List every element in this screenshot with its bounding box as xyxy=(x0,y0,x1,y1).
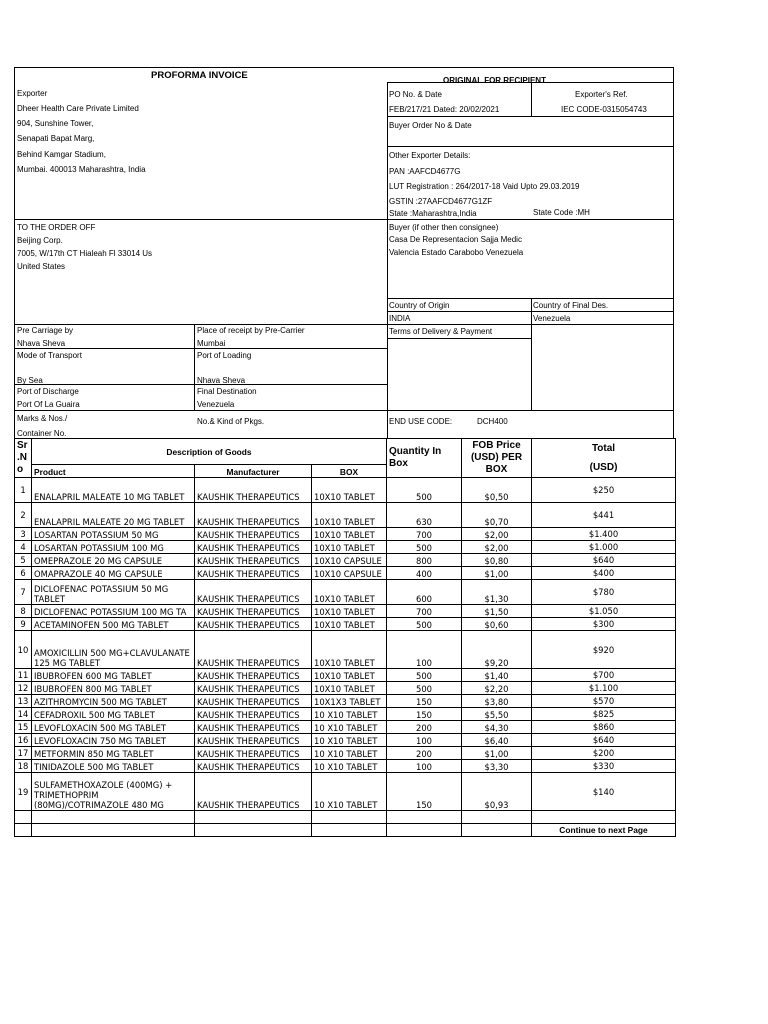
item-total: $1.050 xyxy=(532,605,676,618)
item-manufacturer: KAUSHIK THERAPEUTICS xyxy=(195,567,312,580)
exporters-ref-value: IEC CODE-0315054743 xyxy=(561,105,647,114)
item-product: SULFAMETHOXAZOLE (400MG) + TRIMETHOPRIM (80MG)/COTRIMAZOLE 480 MG xyxy=(32,773,195,811)
item-quantity: 150 xyxy=(387,773,462,811)
srno-header xyxy=(15,439,32,478)
item-total: $640 xyxy=(532,734,676,747)
buyer-order-label: Buyer Order No & Date xyxy=(389,121,472,130)
item-total: $1.100 xyxy=(532,682,676,695)
item-quantity: 100 xyxy=(387,734,462,747)
po-label: PO No. & Date xyxy=(389,90,442,99)
item-manufacturer: KAUSHIK THERAPEUTICS xyxy=(195,528,312,541)
item-fob-price: $3,80 xyxy=(462,695,532,708)
item-number: 1 xyxy=(15,478,32,503)
item-quantity: 600 xyxy=(387,580,462,605)
item-total: $1.400 xyxy=(532,528,676,541)
item-manufacturer: KAUSHIK THERAPEUTICS xyxy=(195,631,312,669)
blank-row xyxy=(15,811,676,824)
item-box: 10 X10 TABLET xyxy=(312,721,387,734)
pre-carriage-label: Pre Carriage by xyxy=(17,326,74,335)
item-quantity: 700 xyxy=(387,605,462,618)
item-fob-price: $1,00 xyxy=(462,747,532,760)
terms-label: Terms of Delivery & Payment xyxy=(389,327,493,336)
item-manufacturer: KAUSHIK THERAPEUTICS xyxy=(195,618,312,631)
final-destination-value: Venezuela xyxy=(197,400,235,409)
item-box: 10 X10 TABLET xyxy=(312,734,387,747)
buyer-line: Valencia Estado Carabobo Venezuela xyxy=(389,248,524,257)
item-fob-price: $0,60 xyxy=(462,618,532,631)
qty-header: Quantity In Box xyxy=(387,439,462,478)
table-row xyxy=(15,747,676,760)
consignee-line: 7005, W/17th CT Hialeah Fl 33014 Us xyxy=(17,249,153,258)
pre-carriage-value: Nhava Sheva xyxy=(17,339,66,348)
table-row xyxy=(15,721,676,734)
item-box: 10 X10 TABLET xyxy=(312,708,387,721)
item-number: 9 xyxy=(15,618,32,631)
item-box: 10 X10 TABLET xyxy=(312,747,387,760)
final-dest-country-label: Country of Final Des. xyxy=(533,301,609,310)
fob-header: FOB Price (USD) PER BOX xyxy=(462,439,532,478)
item-quantity: 500 xyxy=(387,682,462,695)
item-total: $441 xyxy=(532,503,676,528)
table-row xyxy=(15,669,676,682)
item-fob-price: $2,00 xyxy=(462,528,532,541)
port-loading-label: Port of Loading xyxy=(197,351,252,360)
lut-registration: LUT Registration : 264/2017-18 Vaid Upto 29.03.2019 xyxy=(389,182,580,191)
item-box: 10X1X3 TABLET xyxy=(312,695,387,708)
item-quantity: 500 xyxy=(387,669,462,682)
box-header: BOX xyxy=(312,465,387,478)
item-fob-price: $2,00 xyxy=(462,541,532,554)
table-row xyxy=(15,773,676,811)
item-fob-price: $1,40 xyxy=(462,669,532,682)
item-quantity: 500 xyxy=(387,618,462,631)
continue-row xyxy=(15,824,676,837)
item-quantity: 150 xyxy=(387,695,462,708)
item-quantity: 100 xyxy=(387,631,462,669)
item-fob-price: $0,50 xyxy=(462,478,532,503)
table-row xyxy=(15,695,676,708)
item-manufacturer: KAUSHIK THERAPEUTICS xyxy=(195,669,312,682)
item-total: $920 xyxy=(532,631,676,669)
item-product: DICLOFENAC POTASSIUM 100 MG TA xyxy=(32,605,195,618)
item-manufacturer: KAUSHIK THERAPEUTICS xyxy=(195,503,312,528)
marks-label: Marks & Nos./ xyxy=(17,414,68,423)
place-receipt-label: Place of receipt by Pre-Carrier xyxy=(197,326,305,335)
continue-note: Continue to next Page xyxy=(532,824,676,837)
item-manufacturer: KAUSHIK THERAPEUTICS xyxy=(195,721,312,734)
item-number: 7 xyxy=(15,580,32,605)
item-box: 10X10 CAPSULE xyxy=(312,567,387,580)
item-manufacturer: KAUSHIK THERAPEUTICS xyxy=(195,708,312,721)
item-product: LOSARTAN POTASSIUM 50 MG xyxy=(32,528,195,541)
exporter-line: Dheer Health Care Private Limited xyxy=(17,104,139,113)
consignee-line: Beijing Corp. xyxy=(17,236,63,245)
item-total: $570 xyxy=(532,695,676,708)
item-box: 10 X10 TABLET xyxy=(312,760,387,773)
item-quantity: 500 xyxy=(387,478,462,503)
item-total: $700 xyxy=(532,669,676,682)
item-fob-price: $3,30 xyxy=(462,760,532,773)
final-destination-label: Final Destination xyxy=(197,387,257,396)
mode-label: Mode of Transport xyxy=(17,351,82,360)
table-row xyxy=(15,708,676,721)
container-label: Container No. xyxy=(17,429,67,438)
total-header xyxy=(532,439,676,478)
manufacturer-header: Manufacturer xyxy=(195,465,312,478)
item-manufacturer: KAUSHIK THERAPEUTICS xyxy=(195,682,312,695)
state-code: State Code :MH xyxy=(533,208,590,217)
item-box: 10X10 TABLET xyxy=(312,478,387,503)
item-quantity: 630 xyxy=(387,503,462,528)
item-box: 10X10 TABLET xyxy=(312,580,387,605)
item-box: 10 X10 TABLET xyxy=(312,773,387,811)
item-product: LEVOFLOXACIN 500 MG TABLET xyxy=(32,721,195,734)
item-number: 4 xyxy=(15,541,32,554)
item-product: CEFADROXIL 500 MG TABLET xyxy=(32,708,195,721)
consignee-line: United States xyxy=(17,262,66,271)
item-product: IBUBROFEN 600 MG TABLET xyxy=(32,669,195,682)
item-number: 16 xyxy=(15,734,32,747)
item-quantity: 200 xyxy=(387,721,462,734)
item-box: 10X10 CAPSULE xyxy=(312,554,387,567)
table-row xyxy=(15,760,676,773)
exporter-line: Mumbai. 400013 Maharashtra, India xyxy=(17,165,146,174)
srno-header-text: Sr xyxy=(17,440,28,451)
item-number: 13 xyxy=(15,695,32,708)
table-row xyxy=(15,478,676,503)
item-number: 19 xyxy=(15,773,32,811)
pan-number: PAN :AAFCD4677G xyxy=(389,167,461,176)
item-manufacturer: KAUSHIK THERAPEUTICS xyxy=(195,580,312,605)
origin-value: INDIA xyxy=(389,314,411,323)
item-total: $640 xyxy=(532,554,676,567)
item-number: 5 xyxy=(15,554,32,567)
item-box: 10X10 TABLET xyxy=(312,631,387,669)
item-total: $140 xyxy=(532,773,676,811)
table-row xyxy=(15,528,676,541)
state-value: State :Maharashtra,India xyxy=(389,209,477,218)
item-box: 10X10 TABLET xyxy=(312,682,387,695)
item-number: 12 xyxy=(15,682,32,695)
table-row xyxy=(15,682,676,695)
exporter-label: Exporter xyxy=(17,89,48,98)
item-manufacturer: KAUSHIK THERAPEUTICS xyxy=(195,695,312,708)
item-fob-price: $1,50 xyxy=(462,605,532,618)
goods-table xyxy=(14,438,676,837)
item-manufacturer: KAUSHIK THERAPEUTICS xyxy=(195,760,312,773)
item-number: 2 xyxy=(15,503,32,528)
item-product: METFORMIN 850 MG TABLET xyxy=(32,747,195,760)
item-total: $1.000 xyxy=(532,541,676,554)
item-fob-price: $0,80 xyxy=(462,554,532,567)
item-quantity: 700 xyxy=(387,528,462,541)
product-header: Product xyxy=(32,465,195,478)
port-loading-value: Nhava Sheva xyxy=(197,376,246,385)
srno-header-text: o xyxy=(17,464,24,475)
item-manufacturer: KAUSHIK THERAPEUTICS xyxy=(195,605,312,618)
item-number: 10 xyxy=(15,631,32,669)
table-row xyxy=(15,605,676,618)
gstin-number: GSTIN :27AAFCD4677G1ZF xyxy=(389,197,493,206)
item-quantity: 150 xyxy=(387,708,462,721)
item-total: $250 xyxy=(532,478,676,503)
mode-value: By Sea xyxy=(17,376,43,385)
item-product: AMOXICILLIN 500 MG+CLAVULANATE 125 MG TABLET xyxy=(32,631,195,669)
final-dest-country-value: Venezuela xyxy=(533,314,571,323)
srno-header-text: .N xyxy=(17,452,27,463)
item-product: ENALAPRIL MALEATE 20 MG TABLET xyxy=(32,503,195,528)
item-number: 15 xyxy=(15,721,32,734)
item-number: 14 xyxy=(15,708,32,721)
item-product: OMAPRAZOLE 40 MG CAPSULE xyxy=(32,567,195,580)
item-product: LEVOFLOXACIN 750 MG TABLET xyxy=(32,734,195,747)
table-row xyxy=(15,618,676,631)
item-box: 10X10 TABLET xyxy=(312,605,387,618)
goods-body xyxy=(15,478,676,811)
item-fob-price: $6,40 xyxy=(462,734,532,747)
item-number: 17 xyxy=(15,747,32,760)
item-fob-price: $1,30 xyxy=(462,580,532,605)
item-product: IBUBROFEN 800 MG TABLET xyxy=(32,682,195,695)
table-row xyxy=(15,631,676,669)
other-details-label: Other Exporter Details: xyxy=(389,151,471,160)
item-box: 10X10 TABLET xyxy=(312,669,387,682)
table-row xyxy=(15,541,676,554)
item-number: 8 xyxy=(15,605,32,618)
consignee-label: TO THE ORDER OFF xyxy=(17,223,96,232)
exporters-ref-label: Exporter's Ref. xyxy=(575,90,628,99)
end-use-value: DCH400 xyxy=(477,417,508,426)
table-row xyxy=(15,734,676,747)
table-row xyxy=(15,580,676,605)
item-manufacturer: KAUSHIK THERAPEUTICS xyxy=(195,554,312,567)
po-value: FEB/217/21 Dated: 20/02/2021 xyxy=(389,105,500,114)
item-total: $200 xyxy=(532,747,676,760)
port-discharge-label: Port of Discharge xyxy=(17,387,79,396)
item-product: LOSARTAN POTASSIUM 100 MG xyxy=(32,541,195,554)
item-number: 18 xyxy=(15,760,32,773)
exporter-line: 904, Sunshine Tower, xyxy=(17,119,94,128)
item-box: 10X10 TABLET xyxy=(312,503,387,528)
item-box: 10X10 TABLET xyxy=(312,541,387,554)
item-fob-price: $0,70 xyxy=(462,503,532,528)
original-for-recipient: ORIGINAL FOR RECIPIENT xyxy=(443,76,546,85)
item-manufacturer: KAUSHIK THERAPEUTICS xyxy=(195,478,312,503)
buyer-line: Casa De Representacion Sajja Medic xyxy=(389,235,522,244)
place-receipt-value: Mumbai xyxy=(197,339,226,348)
item-number: 3 xyxy=(15,528,32,541)
item-total: $780 xyxy=(532,580,676,605)
item-fob-price: $1,00 xyxy=(462,567,532,580)
item-total: $860 xyxy=(532,721,676,734)
item-product: ACETAMINOFEN 500 MG TABLET xyxy=(32,618,195,631)
item-fob-price: $9,20 xyxy=(462,631,532,669)
item-quantity: 800 xyxy=(387,554,462,567)
item-fob-price: $5,50 xyxy=(462,708,532,721)
exporter-line: Senapati Bapat Marg, xyxy=(17,134,95,143)
item-quantity: 400 xyxy=(387,567,462,580)
item-product: AZITHROMYCIN 500 MG TABLET xyxy=(32,695,195,708)
item-product: TINIDAZOLE 500 MG TABLET xyxy=(32,760,195,773)
item-number: 6 xyxy=(15,567,32,580)
item-manufacturer: KAUSHIK THERAPEUTICS xyxy=(195,734,312,747)
item-fob-price: $4,30 xyxy=(462,721,532,734)
item-box: 10X10 TABLET xyxy=(312,618,387,631)
item-manufacturer: KAUSHIK THERAPEUTICS xyxy=(195,747,312,760)
item-total: $300 xyxy=(532,618,676,631)
item-product: ENALAPRIL MALEATE 10 MG TABLET xyxy=(32,478,195,503)
description-header: Description of Goods xyxy=(32,439,387,465)
port-discharge-value: Port Of La Guaira xyxy=(17,400,80,409)
origin-label: Country of Origin xyxy=(389,301,450,310)
buyer-label: Buyer (if other then consignee) xyxy=(389,223,499,232)
item-total: $400 xyxy=(532,567,676,580)
item-number: 11 xyxy=(15,669,32,682)
item-quantity: 500 xyxy=(387,541,462,554)
item-fob-price: $0,93 xyxy=(462,773,532,811)
pkgs-label: No.& Kind of Pkgs. xyxy=(197,417,265,426)
item-box: 10X10 TABLET xyxy=(312,528,387,541)
item-manufacturer: KAUSHIK THERAPEUTICS xyxy=(195,541,312,554)
item-product: OMEPRAZOLE 20 MG CAPSULE xyxy=(32,554,195,567)
table-row xyxy=(15,567,676,580)
exporter-line: Behind Kamgar Stadium, xyxy=(17,150,106,159)
total-header-text: Total xyxy=(591,443,616,454)
item-total: $825 xyxy=(532,708,676,721)
item-quantity: 200 xyxy=(387,747,462,760)
item-fob-price: $2,20 xyxy=(462,682,532,695)
total-header-text: (USD) xyxy=(589,462,618,473)
item-manufacturer: KAUSHIK THERAPEUTICS xyxy=(195,773,312,811)
invoice-title: PROFORMA INVOICE xyxy=(151,70,248,81)
item-total: $330 xyxy=(532,760,676,773)
item-quantity: 100 xyxy=(387,760,462,773)
end-use-label: END USE CODE: xyxy=(389,417,453,426)
item-product: DICLOFENAC POTASSIUM 50 MG TABLET xyxy=(32,580,195,605)
table-row xyxy=(15,554,676,567)
table-row xyxy=(15,503,676,528)
